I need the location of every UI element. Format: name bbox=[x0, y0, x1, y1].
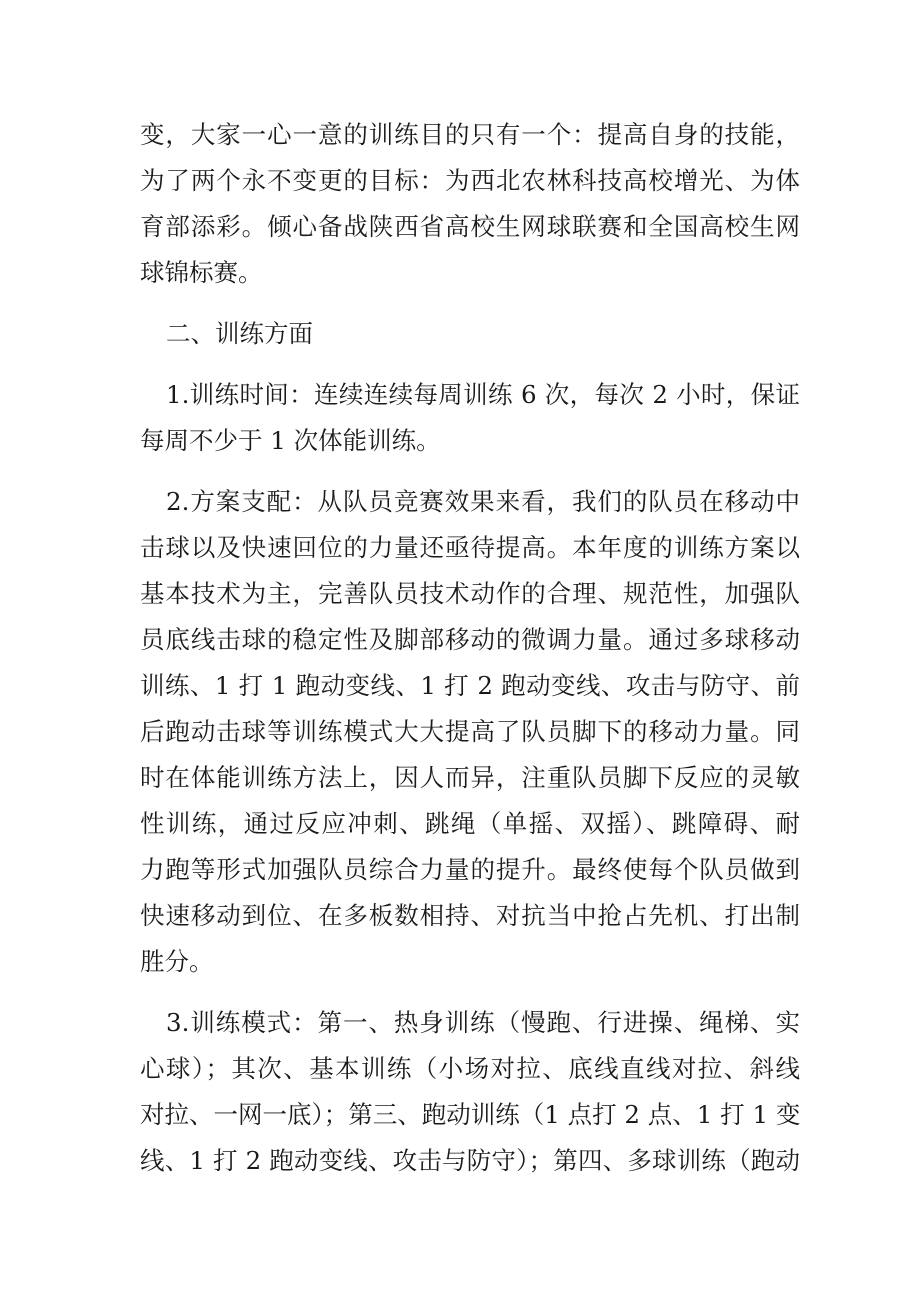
text-line: 快速移动到位、在多板数相持、对抗当中抢占先机、打出制 bbox=[140, 901, 800, 930]
paragraph-training-time bbox=[140, 372, 800, 464]
text-line: 3.训练模式：第一、热身训练（慢跑、行进操、绳梯、实 bbox=[166, 1008, 800, 1037]
paragraph-modes bbox=[140, 1000, 800, 1184]
text-line: 基本技术为主，完善队员技术动作的合理、规范性，加强队 bbox=[140, 579, 800, 608]
text-line: 性训练，通过反应冲刺、跳绳（单摇、双摇）、跳障碍、耐 bbox=[140, 809, 800, 838]
paragraph-plan bbox=[140, 479, 800, 985]
text-line: 线、1 打 2 跑动变线、攻击与防守）；第四、多球训练（跑动 bbox=[140, 1146, 800, 1175]
text-line: 对拉、一网一底）；第三、跑动训练（1 点打 2 点、1 打 1 变 bbox=[140, 1100, 801, 1129]
document-body bbox=[140, 112, 800, 1199]
text-line: 2.方案支配：从队员竞赛效果来看，我们的队员在移动中 bbox=[166, 487, 800, 516]
text-line: 球锦标赛。 bbox=[140, 258, 263, 287]
text-line: 时在体能训练方法上，因人而异，注重队员脚下反应的灵敏 bbox=[140, 763, 800, 792]
section-heading bbox=[140, 311, 800, 357]
text-line: 1.训练时间：连续连续每周训练 6 次，每次 2 小时，保证 bbox=[166, 380, 800, 409]
text-line: 员底线击球的稳定性及脚部移动的微调力量。通过多球移动 bbox=[140, 625, 800, 654]
text-line: 力跑等形式加强队员综合力量的提升。最终使每个队员做到 bbox=[140, 855, 800, 884]
heading-text: 二、训练方面 bbox=[166, 319, 313, 348]
text-line: 后跑动击球等训练模式大大提高了队员脚下的移动力量。同 bbox=[140, 717, 800, 746]
text-line: 育部添彩。倾心备战陕西省高校生网球联赛和全国高校生网 bbox=[140, 212, 800, 241]
text-line: 训练、1 打 1 跑动变线、1 打 2 跑动变线、攻击与防守、前 bbox=[140, 671, 800, 700]
text-line: 每周不少于 1 次体能训练。 bbox=[140, 426, 441, 455]
text-line: 胜分。 bbox=[140, 947, 214, 976]
text-line: 击球以及快速回位的力量还亟待提高。本年度的训练方案以 bbox=[140, 533, 800, 562]
text-line: 心球）；其次、基本训练（小场对拉、底线直线对拉、斜线 bbox=[140, 1054, 800, 1083]
text-line: 为了两个永不变更的目标：为西北农林科技高校增光、为体 bbox=[140, 166, 800, 195]
text-line: 变，大家一心一意的训练目的只有一个：提高自身的技能， bbox=[140, 120, 800, 149]
paragraph-intro-continued bbox=[140, 112, 800, 296]
